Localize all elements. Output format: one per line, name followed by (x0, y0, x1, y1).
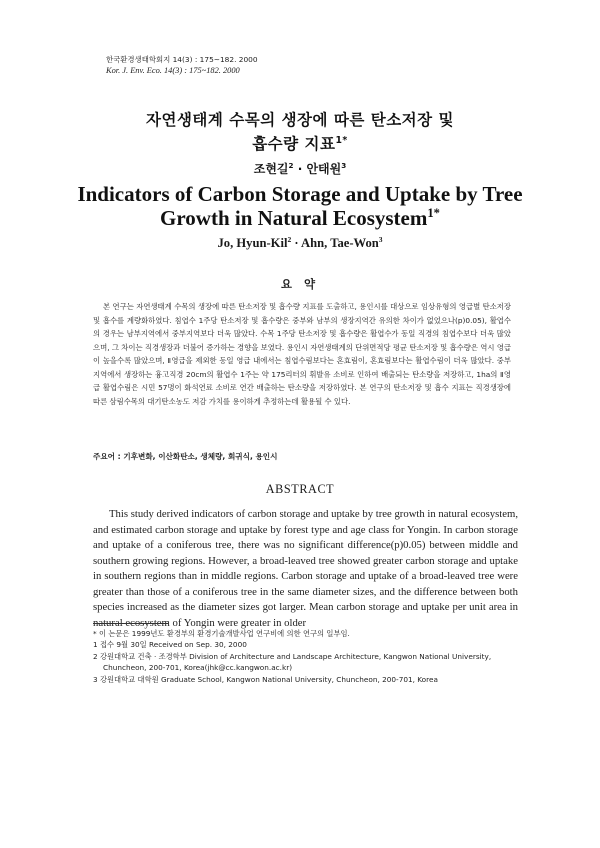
journal-citation-en: Kor. J. Env. Eco. 14(3) : 175~182. 2000 (106, 66, 240, 75)
abstract-en-body: This study derived indicators of carbon storage and uptake by tree growth in natural ecosystem, and estimated carbon storage and uptake by forest type and age class for Yongin. In carbon storage and uptake of a coniferous tree, there was no significant difference(p)0.05) between middle and southern growing regions. However, a broad-leaved tree showed greater carbon storage and uptake in southern regions than in middle regions. Carbon storage and uptake of a broad-leaved tree were greater than those of a coniferous tree in the same diameter sizes, and the difference between both species increased as the diameter sizes got larger. Mean carbon storage and uptake per unit area in natural ecosystem of Yongin were greater in older (93, 508, 518, 629)
title-en-line2-text: Growth in Natural Ecosystem (160, 206, 428, 230)
author-en-1-affil: 2 (287, 234, 292, 244)
abstract-en-heading: ABSTRACT (265, 482, 335, 496)
footnote-funding: * 이 논문은 1999년도 환경부의 환경기술개발사업 연구비에 의한 연구의 일부임. (93, 629, 350, 638)
authors-ko (0, 160, 600, 177)
author-ko-2: 안태원 (306, 162, 342, 176)
author-en-2: Ahn, Tae-Won (301, 236, 379, 250)
author-ko-1: 조현길 (253, 162, 289, 176)
abstract-ko-heading: 요 약 (280, 277, 320, 291)
author-ko-2-affil: 3 (341, 161, 347, 170)
footnote-received: 1 접수 9월 30일 Received on Sep. 30, 2000 (93, 640, 247, 650)
title-ko-footnote-mark: 1* (335, 134, 348, 146)
journal-citation-ko: 한국환경생태학회지 14(3) : 175~182. 2000 (106, 55, 258, 64)
keywords: 주요어 : 기후변화, 이산화탄소, 생체량, 회귀식, 용인시 (93, 452, 278, 461)
title-ko-line2-text: 흡수량 지표 (252, 135, 336, 153)
author-ko-1-affil: 2 (288, 161, 294, 170)
author-en-1: Jo, Hyun-Kil (217, 236, 288, 250)
title-ko-line2 (0, 132, 600, 154)
authors-en (0, 236, 600, 251)
footnotes (93, 628, 518, 685)
title-ko-line1: 자연생태계 수목의 생장에 따른 탄소저장 및 (146, 111, 454, 129)
footnote-divider (93, 623, 169, 624)
abstract-ko-body: 본 연구는 자연생태계 수목의 생장에 따른 탄소저장 및 흡수량 지표를 도출하고, 용인시를 대상으로 임상유형의 영급별 탄소저장 및 흡수를 계량화하였다. 침엽수 1주당 탄소저장 및 흡수량은 중부와 남부의 생장지역간 유의한 차이가 없었으나(p)0.05), 활엽수의 경우는 남부지역에서 중부지역보다 더욱 많았다. 수목 1주당 탄소저장 및 흡수량은 활엽수가 동일 직경의 침엽수보다 더욱 많았으며, 그 차이는 직경생장과 더불어 증가하는 경향을 보였다. 용인시 자연생태계의 단위면적당 평균 탄소저장 및 흡수량은 역시 영급이 높을수록 많았으며, Ⅱ영급을 제외한 동일 영급 내에서는 침엽수림보다는 혼효림이, 혼효림보다는 활엽수림이 더욱 많았다. 중부지역에서 생장하는 흉고직경 20cm의 활엽수 1주는 약 175리터의 휘발유 소비로 인하여 배출되는 탄소량을 저장하고, 1ha의 Ⅱ영급 활엽수림은 시민 57명이 화석연료 소비로 연간 배출하는 탄소량을 저장하였다. 본 연구의 탄소저장 및 흡수 지표는 직경생장에 따른 삼림수목의 대기탄소농도 저감 가치를 용이하게 추정하는데 활용될 수 있다. (93, 302, 512, 406)
title-en-line2 (0, 206, 600, 231)
footnote-affiliation-2: 2 강원대학교 건축 · 조경학부 Division of Architecture and Landscape Architecture, Kangwon National University, (93, 651, 492, 661)
footnote-affiliation-3: 3 강원대학교 대학원 Graduate School, Kangwon National University, Chuncheon, 200-701, Korea (93, 674, 438, 684)
author-en-2-affil: 3 (378, 234, 383, 244)
author-en-separator: · (291, 236, 302, 250)
title-en-footnote-mark: 1* (427, 206, 440, 220)
journal-citation (106, 54, 258, 76)
footnote-affiliation-2-address: Chuncheon, 200-701, Korea(jhk@cc.kangwon.ac.kr) (103, 663, 293, 673)
title-en-line1: Indicators of Carbon Storage and Uptake by Tree (77, 182, 523, 206)
author-ko-separator: · (293, 162, 307, 176)
